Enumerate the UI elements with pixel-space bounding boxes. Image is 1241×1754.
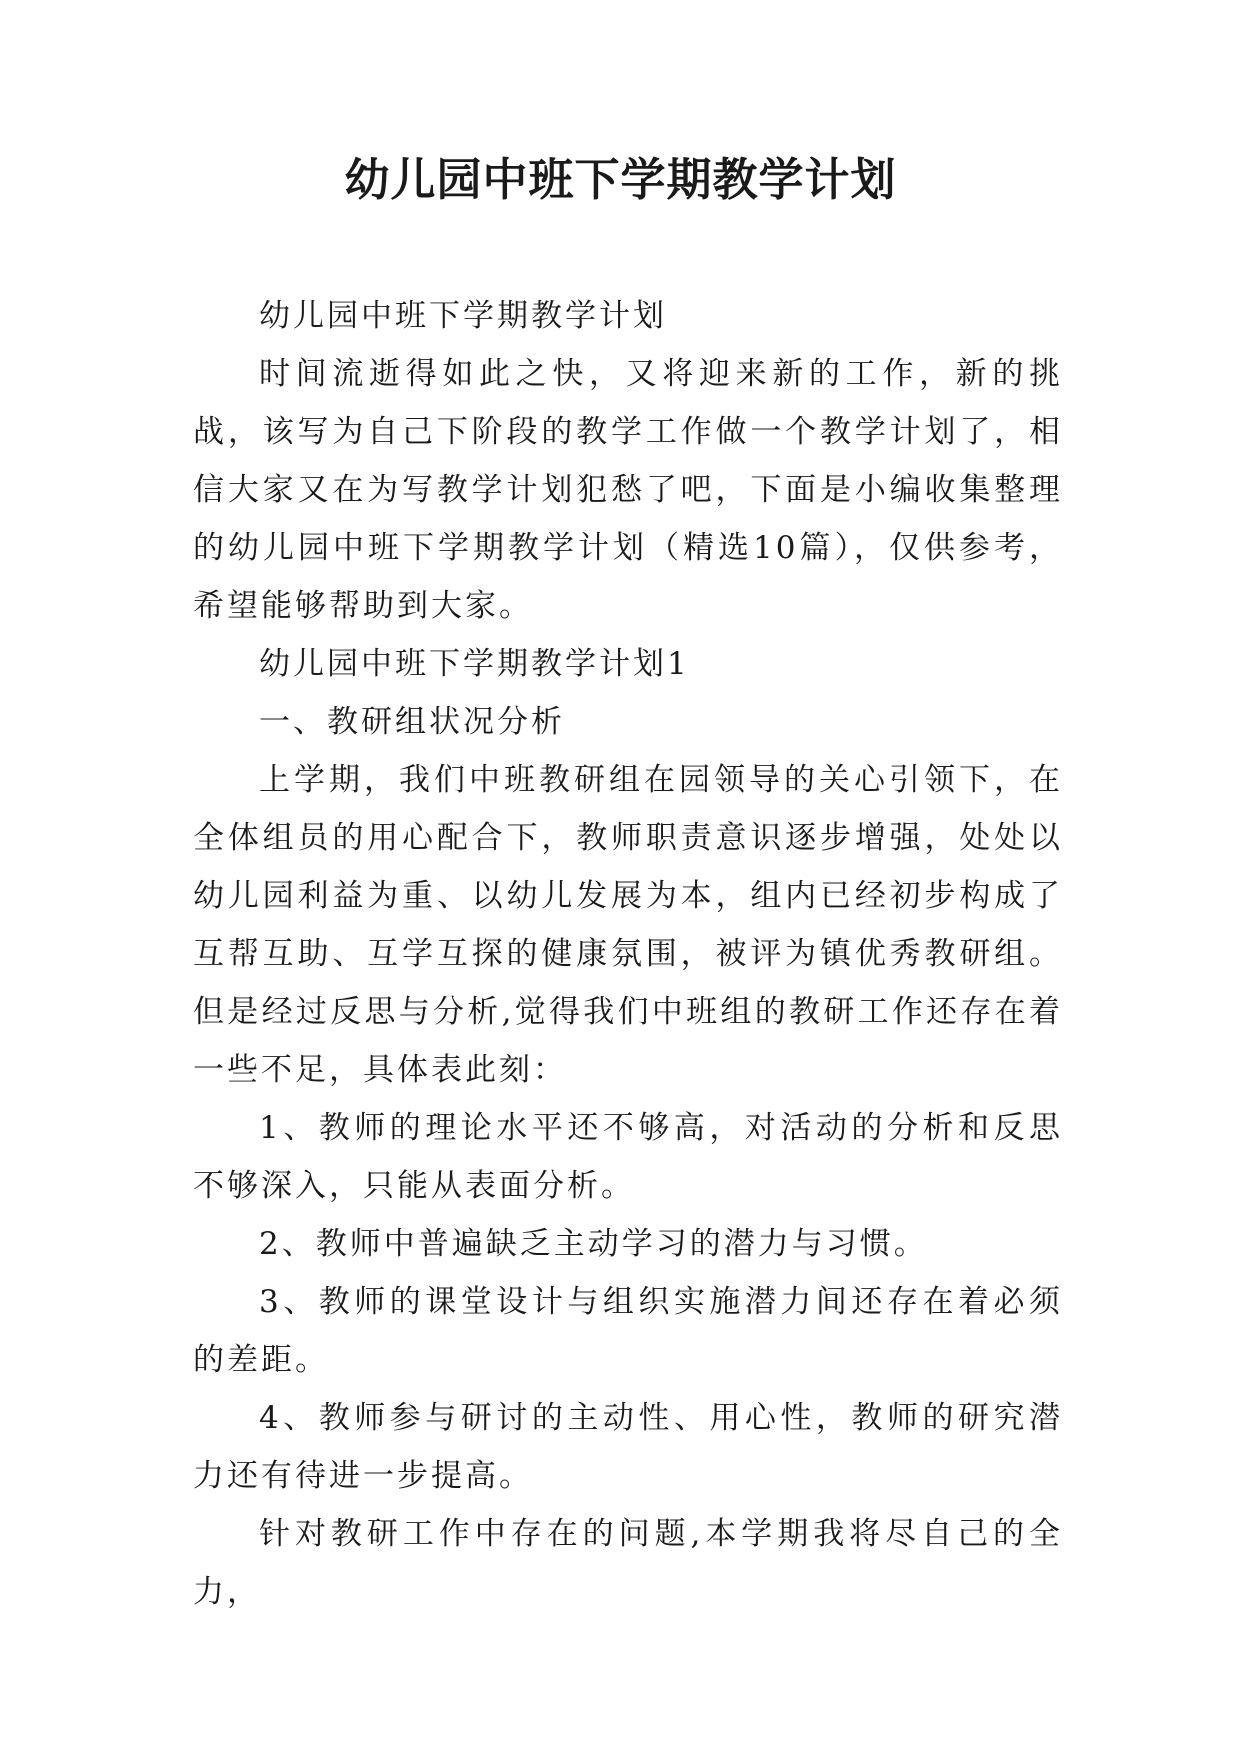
paragraph: 上学期，我们中班教研组在园领导的关心引领下，在全体组员的用心配合下，教师职责意识逐步增强，处处以幼儿园利益为重、以幼儿发展为本，组内已经初步构成了互帮互助、互学互探的健康氛围，被评为镇优秀教研组。但是经过反思与分析,觉得我们中班组的教研工作还存在着一些不足，具体表此刻： [193,762,1063,1088]
paragraph: 幼儿园中班下学期教学计划1 [259,646,690,682]
paragraph: 4、教师参与研讨的主动性、用心性，教师的研究潜力还有待进一步提高。 [193,1400,1063,1494]
paragraph: 一、教研组状况分析 [259,704,565,740]
paragraph: 1、教师的理论水平还不够高，对活动的分析和反思不够深入，只能从表面分析。 [193,1110,1063,1204]
paragraph: 针对教研工作中存在的问题,本学期我将尽自己的全力， [193,1516,1063,1610]
paragraph: 时间流逝得如此之快，又将迎来新的工作，新的挑战，该写为自己下阶段的教学工作做一个教学计划了，相信大家又在为写教学计划犯愁了吧，下面是小编收集整理的幼儿园中班下学期教学计划（精选10篇），仅供参考，希望能够帮助到大家。 [193,356,1063,624]
page-title: 幼儿园中班下学期教学计划 [344,153,897,206]
paragraph: 2、教师中普遍缺乏主动学习的潜力与习惯。 [259,1226,928,1262]
paragraph: 3、教师的课堂设计与组织实施潜力间还存在着必须的差距。 [193,1284,1063,1378]
document-body [193,287,1063,1621]
paragraph: 幼儿园中班下学期教学计划 [259,298,667,334]
